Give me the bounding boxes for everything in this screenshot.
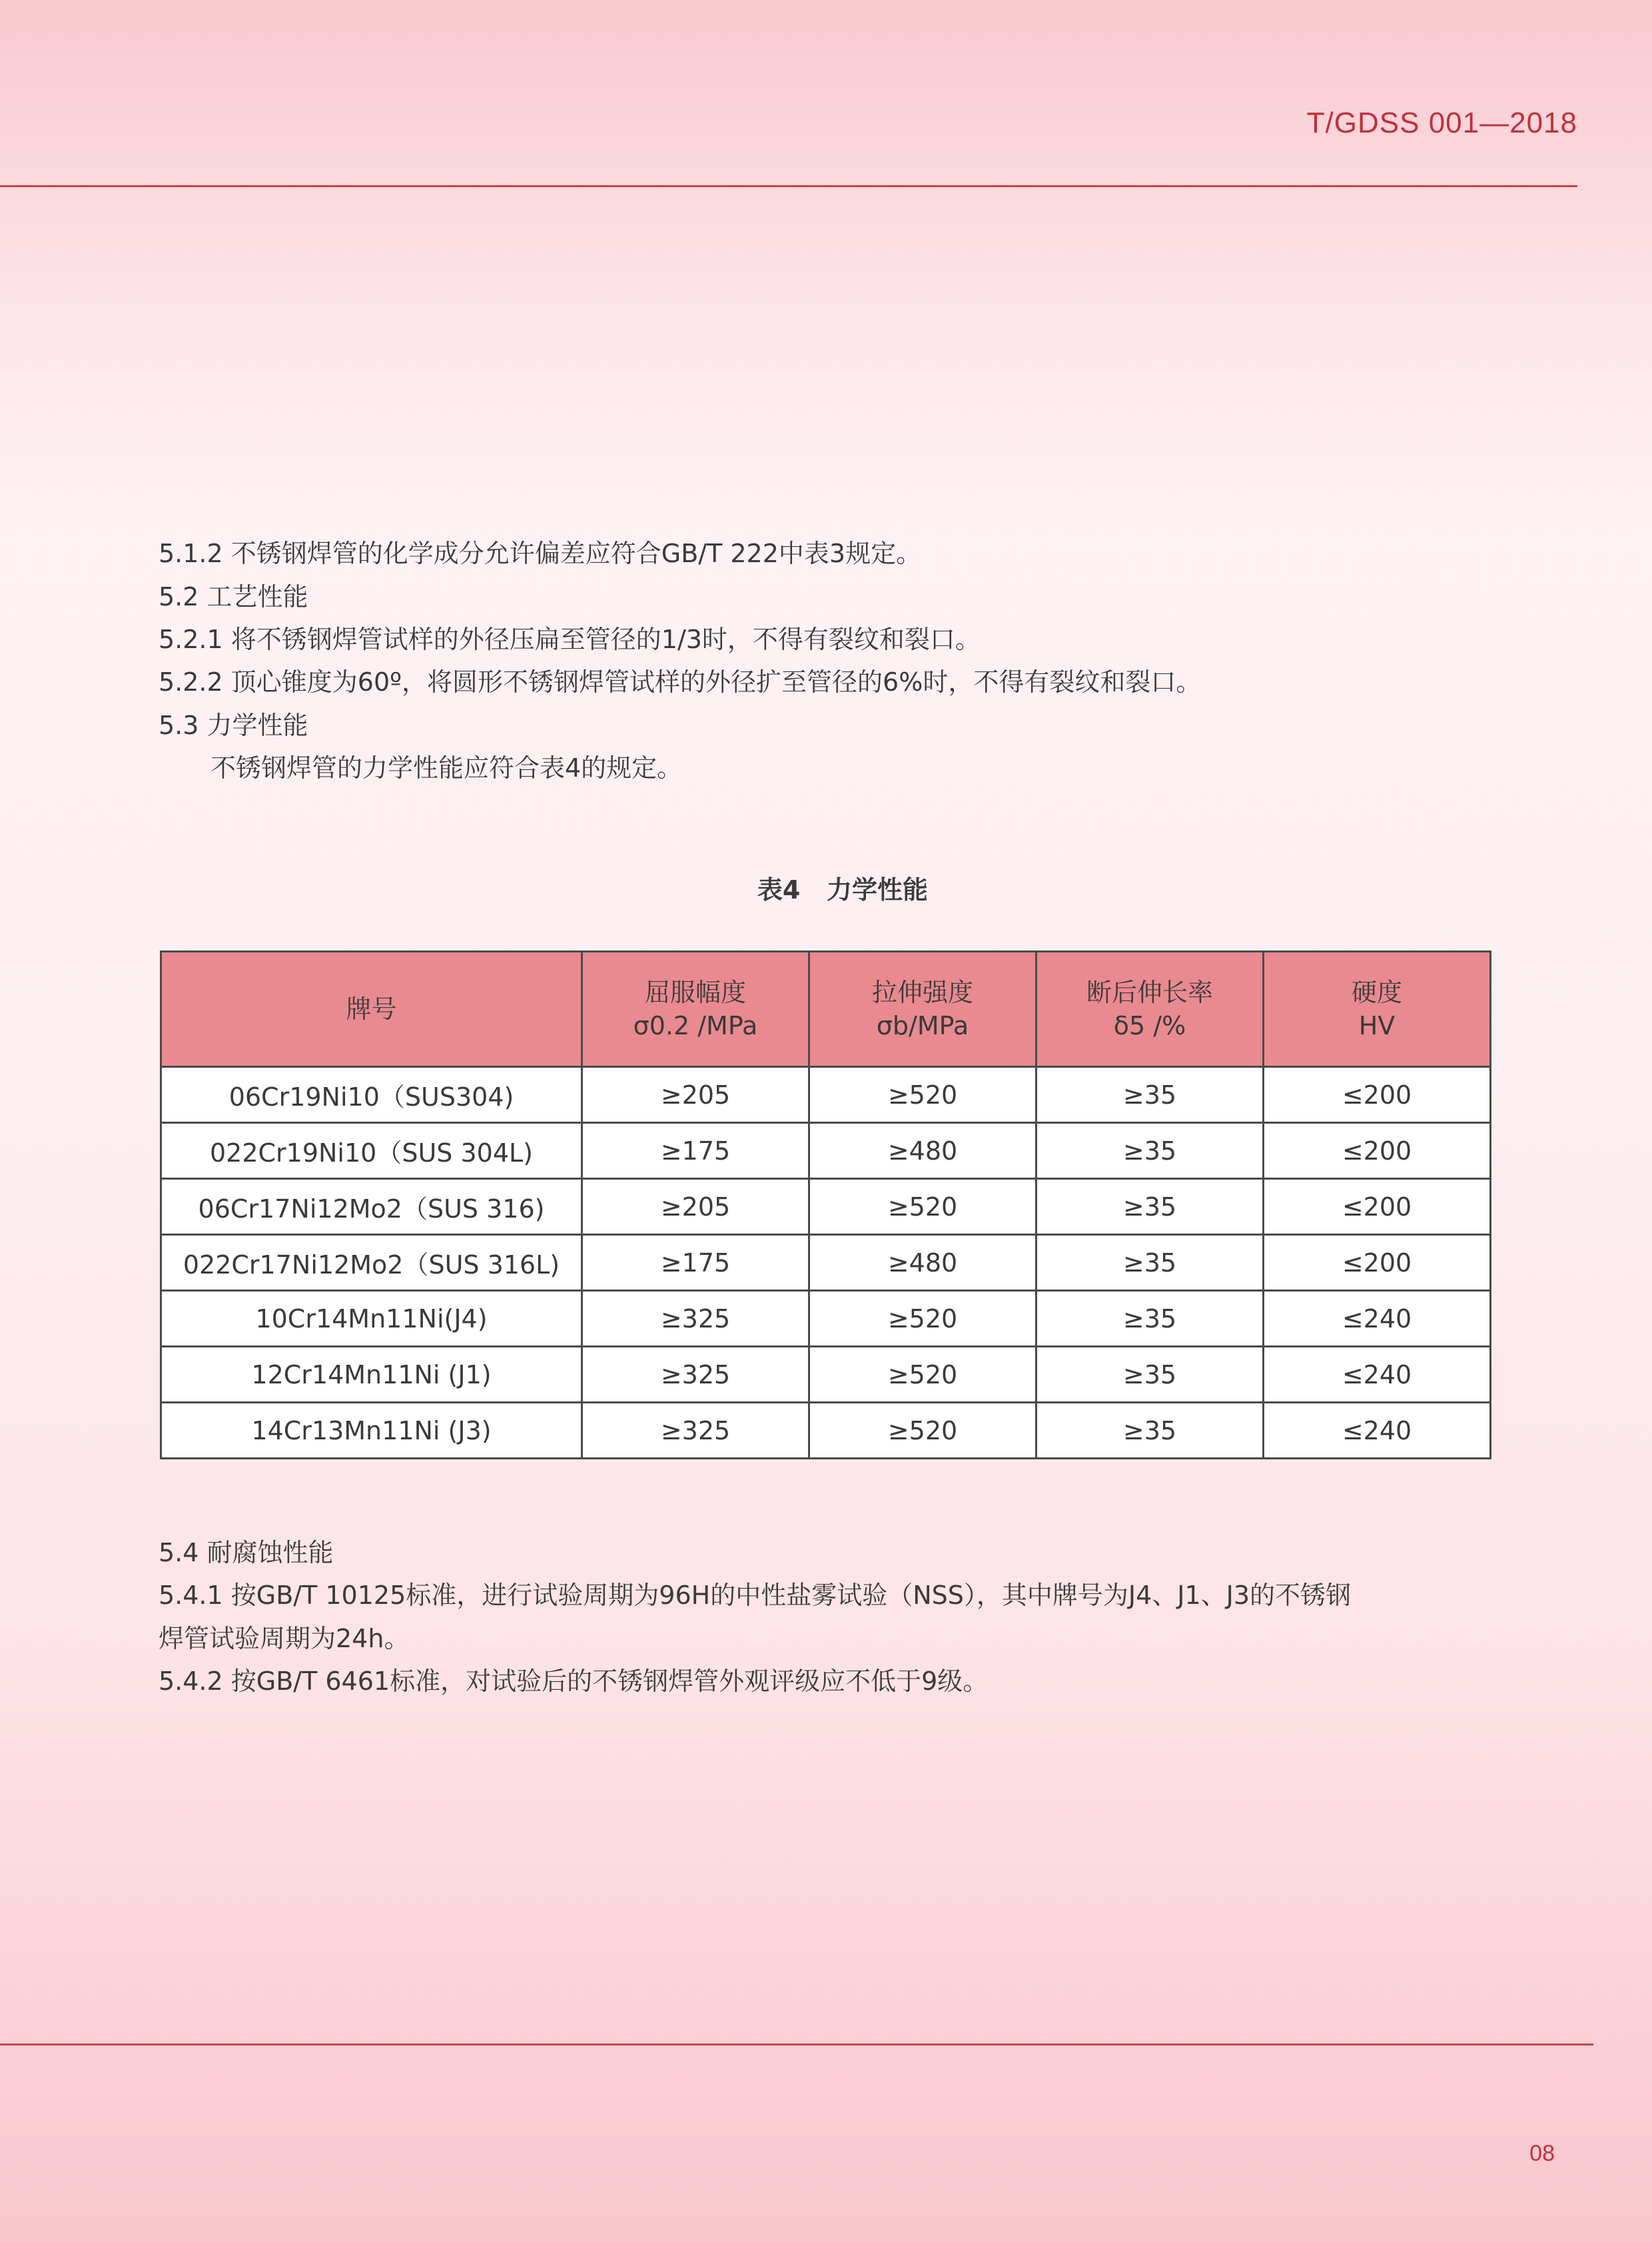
- cell-hardness: ≤200: [1264, 1067, 1491, 1123]
- header-elongation: 断后伸长率 δ5 /%: [1036, 952, 1264, 1067]
- cell-grade: 10Cr14Mn11Ni(J4): [161, 1291, 582, 1347]
- paragraph-5-1-2: 5.1.2 不锈钢焊管的化学成分允许偏差应符合GB/T 222中表3规定。: [159, 539, 922, 568]
- cell-grade: 06Cr19Ni10（SUS304): [161, 1067, 582, 1123]
- cell-yield: ≥325: [582, 1403, 809, 1459]
- table-row: [161, 1347, 1491, 1403]
- paragraph-5-4-2: 5.4.2 按GB/T 6461标准，对试验后的不锈钢焊管外观评级应不低于9级。: [159, 1667, 989, 1696]
- paragraph-5-4-1-line2: 焊管试验周期为24h。: [159, 1624, 410, 1653]
- table-header-row: [161, 952, 1491, 1067]
- cell-elongation: ≥35: [1036, 1291, 1264, 1347]
- table-row: [161, 1235, 1491, 1291]
- header-rule: [0, 185, 1577, 187]
- cell-elongation: ≥35: [1036, 1067, 1264, 1123]
- cell-hardness: ≤240: [1264, 1403, 1491, 1459]
- cell-tensile: ≥520: [809, 1067, 1036, 1123]
- cell-hardness: ≤240: [1264, 1291, 1491, 1347]
- cell-grade: 022Cr19Ni10（SUS 304L): [161, 1123, 582, 1179]
- cell-grade: 12Cr14Mn11Ni (J1): [161, 1347, 582, 1403]
- cell-tensile: ≥520: [809, 1179, 1036, 1235]
- cell-tensile: ≥480: [809, 1235, 1036, 1291]
- cell-grade: 022Cr17Ni12Mo2（SUS 316L): [161, 1235, 582, 1291]
- cell-hardness: ≤200: [1264, 1235, 1491, 1291]
- table-row: [161, 1123, 1491, 1179]
- header-hardness: 硬度 HV: [1264, 952, 1491, 1067]
- mechanical-properties-table: [160, 950, 1491, 1459]
- table-row: [161, 1291, 1491, 1347]
- cell-grade: 06Cr17Ni12Mo2（SUS 316): [161, 1179, 582, 1235]
- cell-yield: ≥175: [582, 1123, 809, 1179]
- paragraph-5-2-2: 5.2.2 顶心锥度为60º，将圆形不锈钢焊管试样的外径扩至管径的6%时，不得有裂纹和裂口。: [159, 667, 1202, 697]
- cell-elongation: ≥35: [1036, 1235, 1264, 1291]
- cell-elongation: ≥35: [1036, 1123, 1264, 1179]
- document-code: T/GDSS 001—2018: [1306, 107, 1577, 139]
- table-row: [161, 1179, 1491, 1235]
- paragraph-5-2-1: 5.2.1 将不锈钢焊管试样的外径压扁至管径的1/3时，不得有裂纹和裂口。: [159, 625, 981, 654]
- table-row: [161, 1403, 1491, 1459]
- page-number: 08: [1529, 2141, 1555, 2166]
- table-caption: 表4 力学性能: [757, 875, 929, 905]
- header-grade: 牌号: [161, 952, 582, 1067]
- cell-elongation: ≥35: [1036, 1179, 1264, 1235]
- header-tensile-strength: 拉伸强度 σb/MPa: [809, 952, 1036, 1067]
- cell-yield: ≥175: [582, 1235, 809, 1291]
- cell-yield: ≥325: [582, 1291, 809, 1347]
- cell-hardness: ≤240: [1264, 1347, 1491, 1403]
- cell-hardness: ≤200: [1264, 1123, 1491, 1179]
- cell-tensile: ≥520: [809, 1403, 1036, 1459]
- footer-rule: [0, 2044, 1593, 2046]
- cell-grade: 14Cr13Mn11Ni (J3): [161, 1403, 582, 1459]
- heading-5-4: 5.4 耐腐蚀性能: [159, 1538, 334, 1567]
- cell-elongation: ≥35: [1036, 1347, 1264, 1403]
- cell-hardness: ≤200: [1264, 1179, 1491, 1235]
- paragraph-5-3: 不锈钢焊管的力学性能应符合表4的规定。: [210, 753, 683, 783]
- cell-elongation: ≥35: [1036, 1403, 1264, 1459]
- heading-5-2: 5.2 工艺性能: [159, 582, 308, 611]
- cell-yield: ≥325: [582, 1347, 809, 1403]
- table-row: [161, 1067, 1491, 1123]
- cell-tensile: ≥480: [809, 1123, 1036, 1179]
- cell-tensile: ≥520: [809, 1291, 1036, 1347]
- cell-yield: ≥205: [582, 1179, 809, 1235]
- paragraph-5-4-1-line1: 5.4.1 按GB/T 10125标准，进行试验周期为96H的中性盐雾试验（NSS），其中牌号为J4、J1、J3的不锈钢: [159, 1581, 1352, 1610]
- heading-5-3: 5.3 力学性能: [159, 711, 308, 740]
- header-yield-strength: 屈服幅度 σ0.2 /MPa: [582, 952, 809, 1067]
- cell-tensile: ≥520: [809, 1347, 1036, 1403]
- cell-yield: ≥205: [582, 1067, 809, 1123]
